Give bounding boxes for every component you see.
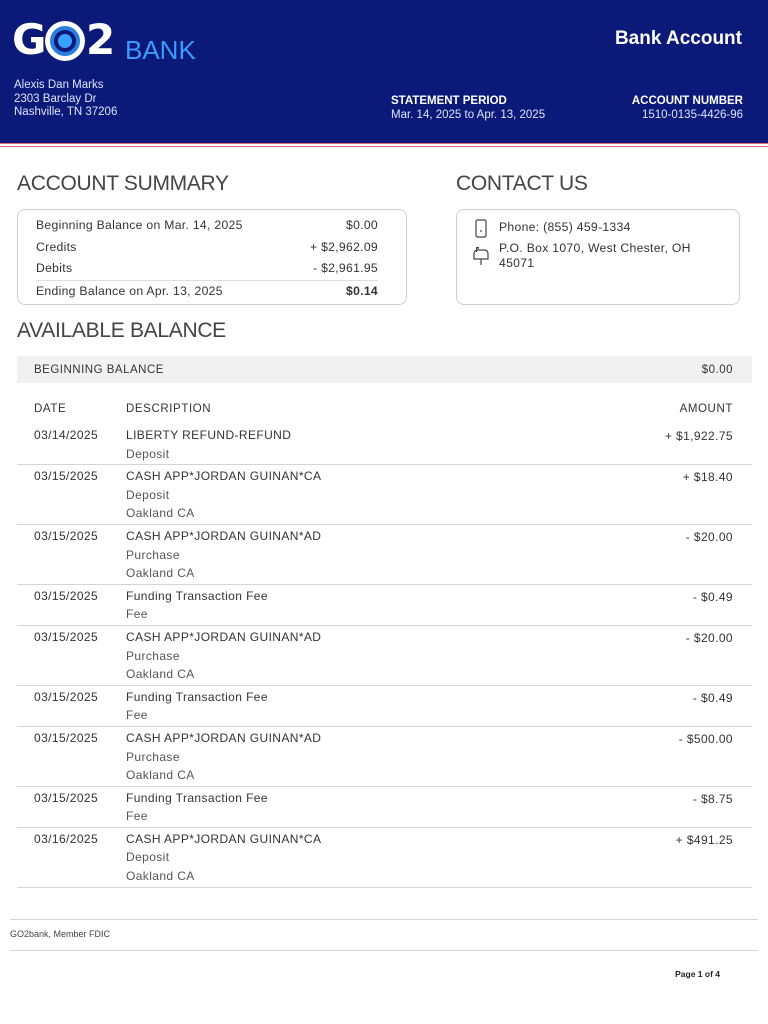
tx-description-text: CASH APP*JORDAN GUINAN*AD bbox=[126, 730, 322, 745]
summary-amount: - $2,961.95 bbox=[313, 261, 378, 275]
tx-type: Deposit bbox=[126, 446, 170, 461]
contact-box bbox=[456, 209, 740, 305]
tx-amount: + $491.25 bbox=[675, 832, 733, 847]
table-row bbox=[17, 828, 752, 888]
summary-amount: $0.14 bbox=[346, 283, 378, 298]
transactions-table bbox=[17, 426, 752, 888]
summary-row-beginning bbox=[36, 215, 378, 237]
tx-description bbox=[126, 527, 752, 584]
tx-amount: + $1,922.75 bbox=[664, 429, 733, 443]
summary-row-debits bbox=[36, 258, 378, 280]
tx-amount: - $0.49 bbox=[692, 589, 733, 604]
table-row bbox=[17, 727, 752, 787]
tx-date: 03/15/2025 bbox=[34, 689, 99, 704]
header-divider bbox=[0, 143, 768, 147]
account-summary-heading: ACCOUNT SUMMARY bbox=[17, 172, 229, 195]
summary-amount: $0.00 bbox=[346, 218, 378, 232]
phone-icon bbox=[471, 219, 491, 239]
customer-address bbox=[14, 79, 117, 120]
summary-label: Beginning Balance on Mar. 14, 2025 bbox=[36, 218, 243, 232]
column-description: DESCRIPTION bbox=[126, 403, 212, 415]
tx-type: Purchase bbox=[126, 648, 180, 663]
tx-description bbox=[126, 830, 752, 887]
tx-description bbox=[126, 789, 752, 827]
table-row bbox=[17, 626, 752, 686]
contact-heading: CONTACT US bbox=[456, 172, 588, 195]
tx-date: 03/15/2025 bbox=[34, 469, 99, 484]
logo-number: 2 bbox=[86, 15, 116, 64]
tx-description-text: CASH APP*JORDAN GUINAN*CA bbox=[126, 469, 322, 484]
footer-divider bbox=[10, 919, 758, 920]
tx-date: 03/14/2025 bbox=[34, 428, 99, 442]
logo-bank-text: BANK bbox=[125, 35, 196, 65]
tx-description-text: CASH APP*JORDAN GUINAN*CA bbox=[126, 831, 322, 846]
document-title: Bank Account bbox=[614, 28, 742, 49]
tx-description-text: Funding Transaction Fee bbox=[126, 588, 268, 603]
tx-description bbox=[126, 467, 752, 524]
contact-mail bbox=[471, 241, 701, 271]
tx-description-text: CASH APP*JORDAN GUINAN*AD bbox=[126, 528, 322, 543]
statement-header bbox=[0, 0, 768, 143]
tx-type: Deposit bbox=[126, 487, 170, 502]
tx-location: Oakland CA bbox=[126, 566, 195, 581]
table-row bbox=[17, 426, 752, 465]
summary-label: Ending Balance on Apr. 13, 2025 bbox=[36, 283, 223, 298]
tx-amount: - $0.49 bbox=[692, 690, 733, 705]
customer-city: Nashville, TN 37206 bbox=[14, 106, 118, 118]
logo-target-icon bbox=[45, 21, 85, 61]
footer-member-text: GO2bank, Member FDIC bbox=[10, 929, 111, 939]
tx-date: 03/15/2025 bbox=[34, 730, 99, 745]
contact-phone-text: Phone: (855) 459-1334 bbox=[499, 220, 631, 234]
tx-amount: - $500.00 bbox=[678, 731, 733, 746]
tx-description bbox=[126, 587, 752, 625]
statement-period-value: Mar. 14, 2025 to Apr. 13, 2025 bbox=[391, 109, 546, 121]
column-amount: AMOUNT bbox=[679, 403, 733, 415]
table-row bbox=[17, 585, 752, 626]
account-number-value: 1510-0135-4426-96 bbox=[641, 109, 743, 121]
page-number: Page 1 of 4 bbox=[675, 969, 720, 979]
tx-type: Deposit bbox=[126, 850, 170, 865]
table-row bbox=[17, 525, 752, 585]
beginning-balance-label: BEGINNING BALANCE bbox=[34, 363, 164, 376]
logo-letters-g: G bbox=[12, 15, 45, 64]
account-summary-box bbox=[17, 209, 407, 305]
tx-amount: - $8.75 bbox=[692, 791, 733, 806]
tx-description-text: Funding Transaction Fee bbox=[126, 689, 268, 704]
tx-description bbox=[126, 729, 752, 786]
contact-address-text: P.O. Box 1070, West Chester, OH 45071 bbox=[499, 241, 691, 270]
beginning-balance-bar bbox=[17, 356, 752, 383]
customer-name: Alexis Dan Marks bbox=[14, 79, 104, 91]
account-number bbox=[632, 94, 743, 122]
transactions-header bbox=[17, 403, 752, 421]
beginning-balance-amount: $0.00 bbox=[701, 363, 733, 376]
go2bank-logo bbox=[12, 14, 196, 70]
tx-date: 03/15/2025 bbox=[34, 790, 99, 805]
summary-row-ending bbox=[36, 280, 378, 302]
summary-amount: + $2,962.09 bbox=[309, 239, 378, 254]
tx-date: 03/15/2025 bbox=[34, 629, 99, 644]
tx-location: Oakland CA bbox=[126, 667, 195, 682]
tx-amount: - $20.00 bbox=[685, 529, 733, 544]
summary-label: Credits bbox=[36, 239, 77, 254]
tx-description-text: Funding Transaction Fee bbox=[126, 790, 268, 805]
tx-description bbox=[126, 426, 752, 464]
table-row bbox=[17, 465, 752, 525]
summary-row-credits bbox=[36, 237, 378, 259]
footer-divider bbox=[10, 950, 758, 951]
tx-type: Fee bbox=[126, 708, 148, 723]
tx-location: Oakland CA bbox=[126, 869, 195, 884]
tx-location: Oakland CA bbox=[126, 768, 195, 783]
tx-date: 03/16/2025 bbox=[34, 831, 99, 846]
tx-description-text: LIBERTY REFUND-REFUND bbox=[126, 428, 292, 442]
tx-description bbox=[126, 688, 752, 726]
statement-period-label: STATEMENT PERIOD bbox=[391, 95, 507, 107]
tx-description bbox=[126, 628, 752, 685]
tx-type: Fee bbox=[126, 809, 148, 824]
contact-phone bbox=[471, 219, 631, 239]
available-balance-heading: AVAILABLE BALANCE bbox=[17, 319, 226, 342]
statement-period bbox=[391, 94, 545, 122]
tx-amount: - $20.00 bbox=[685, 630, 733, 645]
tx-date: 03/15/2025 bbox=[34, 528, 99, 543]
tx-type: Fee bbox=[126, 607, 148, 622]
tx-type: Purchase bbox=[126, 749, 180, 764]
mailbox-icon bbox=[471, 246, 491, 266]
customer-street: 2303 Barclay Dr bbox=[14, 92, 97, 105]
tx-location: Oakland CA bbox=[126, 506, 195, 521]
column-date: DATE bbox=[34, 403, 67, 415]
table-row bbox=[17, 686, 752, 727]
tx-type: Purchase bbox=[126, 547, 180, 562]
tx-date: 03/15/2025 bbox=[34, 588, 99, 603]
table-row bbox=[17, 787, 752, 828]
summary-label: Debits bbox=[36, 261, 73, 275]
account-number-label: ACCOUNT NUMBER bbox=[631, 95, 743, 107]
tx-amount: + $18.40 bbox=[682, 470, 733, 485]
tx-description-text: CASH APP*JORDAN GUINAN*AD bbox=[126, 629, 322, 644]
